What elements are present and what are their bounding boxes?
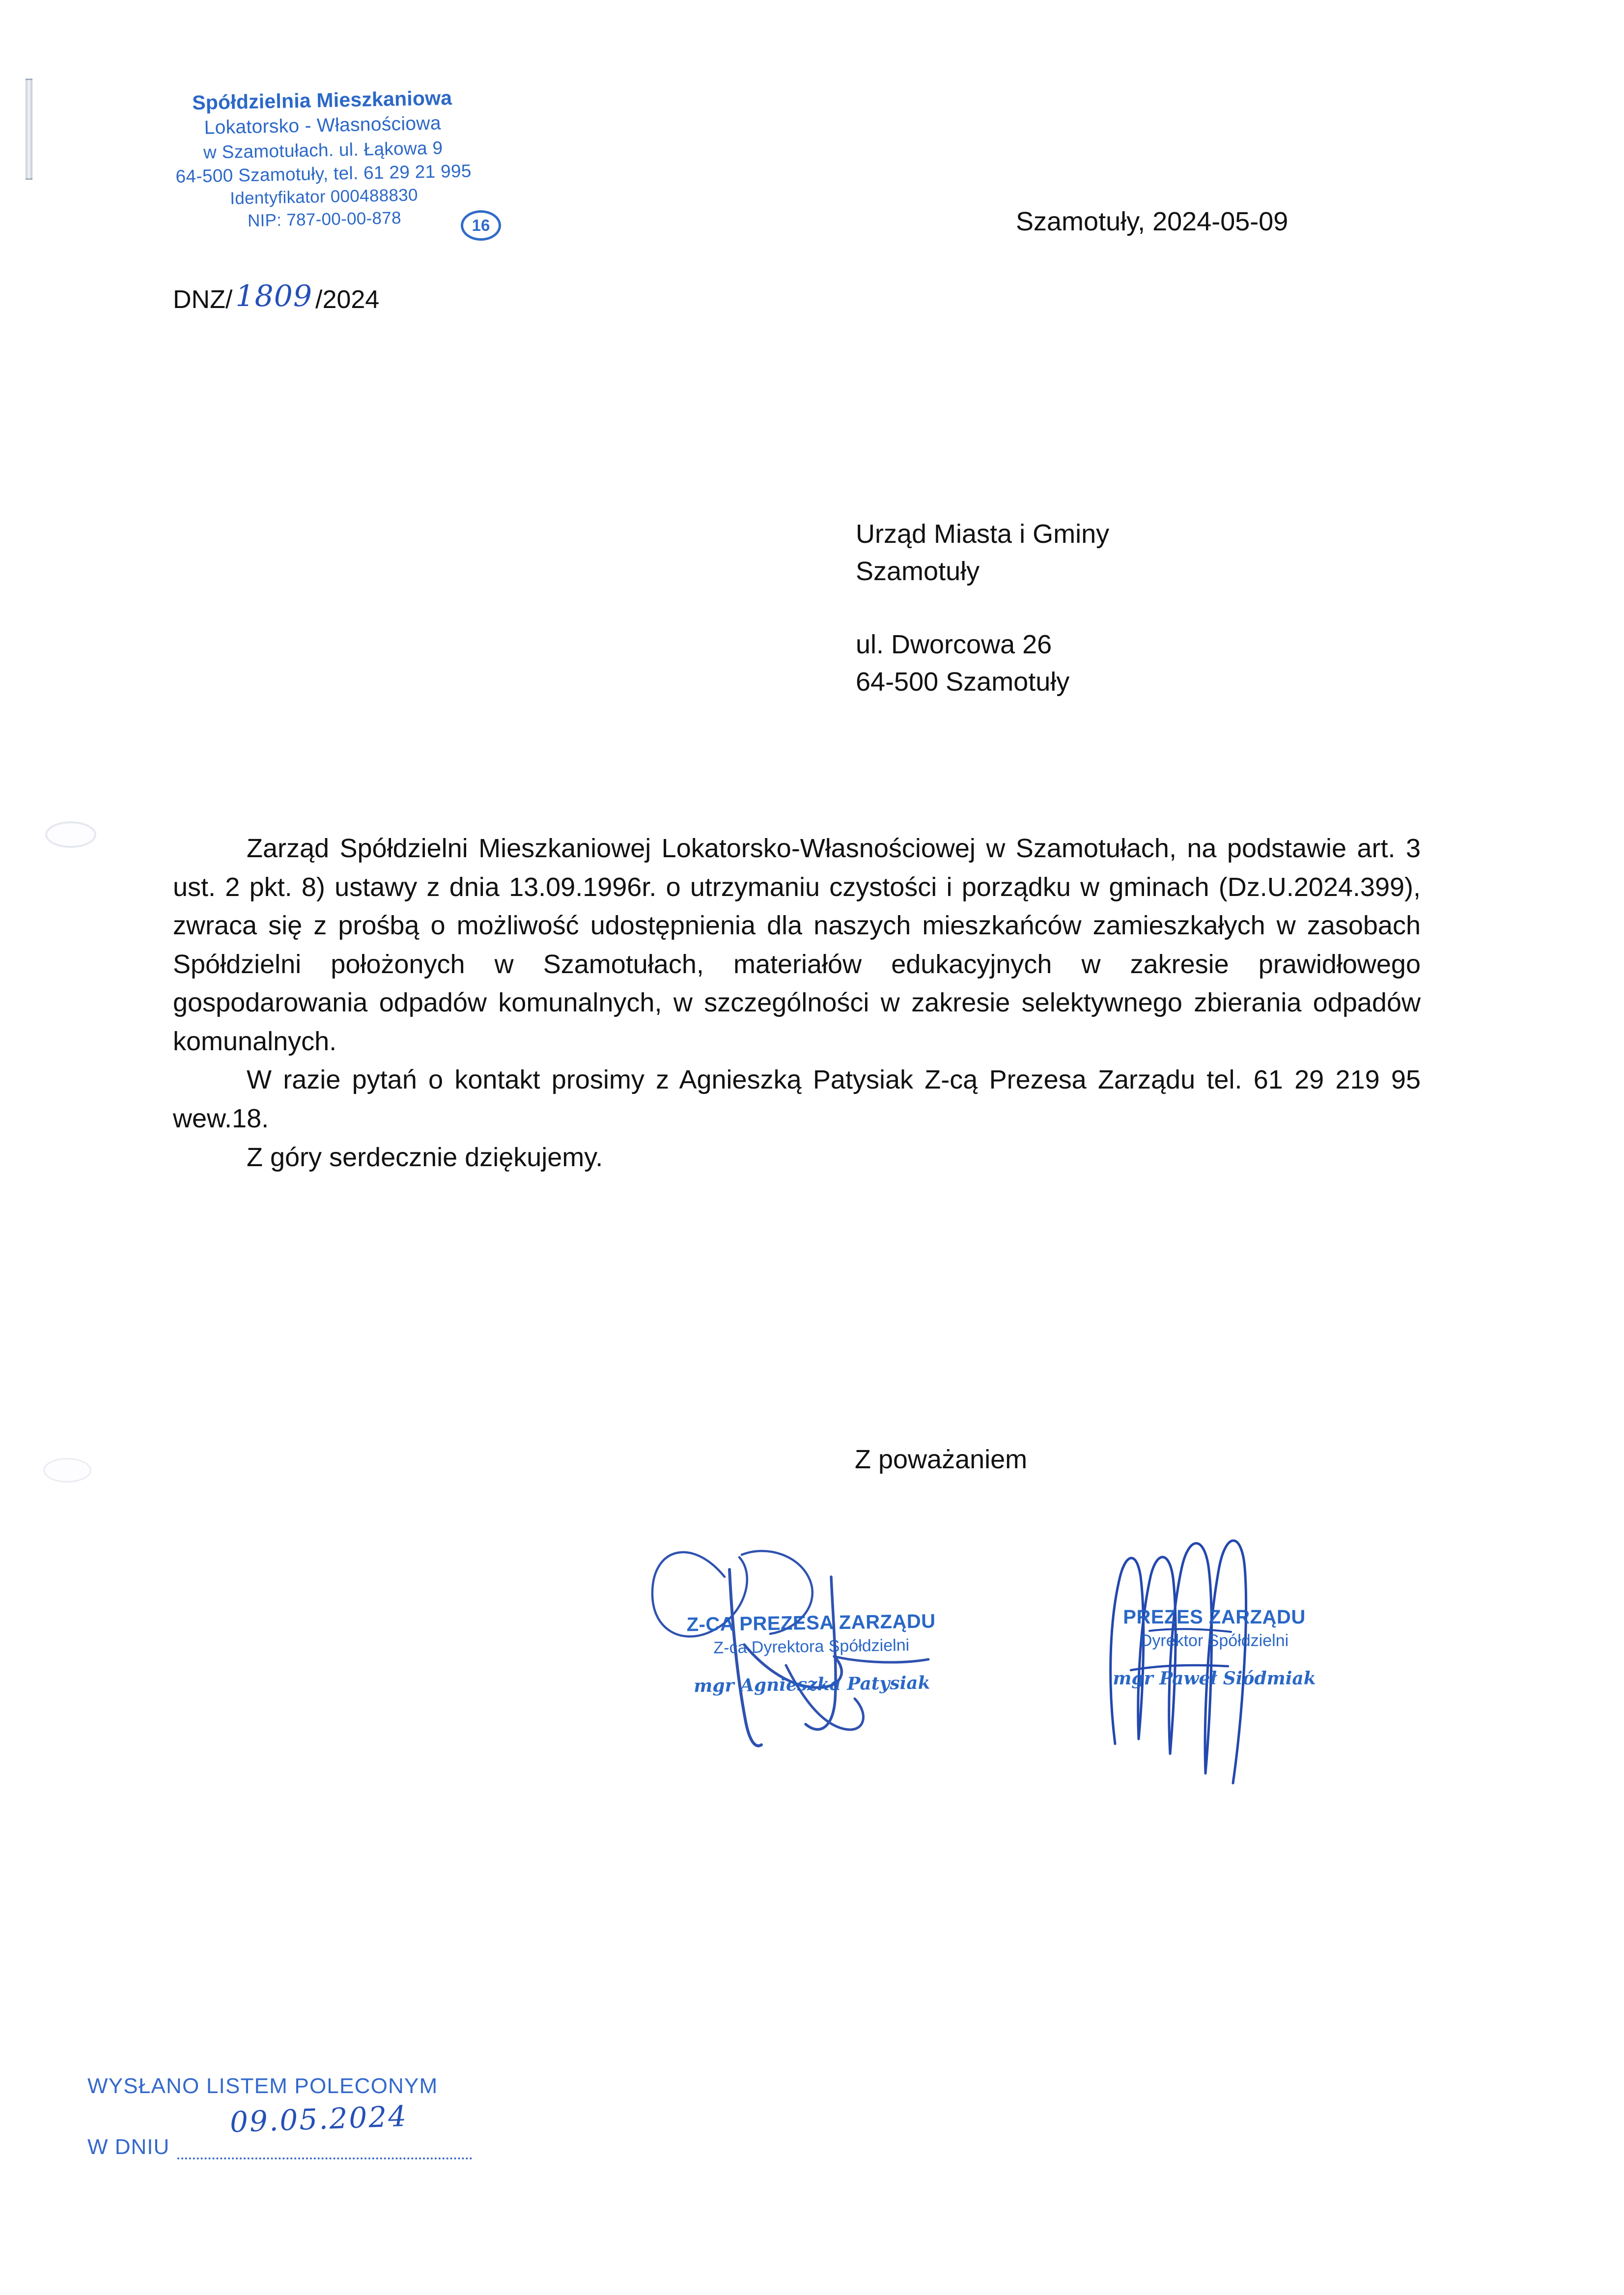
reference-handwritten-number: 1809 bbox=[235, 279, 313, 313]
recipient-line-3: ul. Dworcowa 26 bbox=[856, 630, 1052, 660]
circled-number-badge: 16 bbox=[461, 210, 501, 241]
signature-name-label: mgr Paweł Siódmiak bbox=[1113, 1668, 1316, 1689]
signature-role-label: PREZES ZARZĄDU bbox=[1123, 1606, 1306, 1628]
signature-name-label: mgr Agnieszka Patysiak bbox=[693, 1672, 930, 1697]
reference-number bbox=[173, 281, 379, 315]
punch-hole-mark bbox=[43, 1458, 91, 1483]
recipient-address-block bbox=[856, 516, 1109, 700]
letterhead-line-2: Lokatorsko - Własnościowa bbox=[204, 112, 442, 139]
scan-edge-artifact bbox=[26, 79, 32, 180]
closing-salutation: Z poważaniem bbox=[855, 1445, 1028, 1474]
signature-subtitle-label: Z-ca Dyrektora Spółdzielni bbox=[713, 1636, 910, 1657]
reference-suffix: /2024 bbox=[315, 285, 380, 314]
letter-body bbox=[173, 829, 1421, 1176]
body-paragraph-3: Z góry serdecznie dziękujemy. bbox=[247, 1142, 603, 1172]
letterhead-line-1: Spółdzielnia Mieszkaniowa bbox=[192, 86, 452, 114]
sent-date-line bbox=[87, 2135, 472, 2159]
letterhead-line-3: w Szamotułach. ul. Łąkowa 9 bbox=[203, 138, 443, 163]
recipient-line-4: 64-500 Szamotuły bbox=[856, 667, 1070, 697]
recipient-line-1: Urząd Miasta i Gminy bbox=[856, 519, 1110, 549]
signature-stamp-president bbox=[1072, 1606, 1357, 1689]
date-line: Szamotuły, 2024-05-09 bbox=[1016, 207, 1288, 236]
handwritten-sent-date: 09.05.2024 bbox=[229, 2099, 409, 2139]
letterhead-line-4: 64-500 Szamotuły, tel. 61 29 21 995 bbox=[175, 161, 472, 187]
sent-date-label: W DNIU bbox=[87, 2135, 170, 2159]
letterhead-stamp bbox=[125, 84, 521, 234]
recipient-spacer bbox=[856, 590, 1109, 626]
signature-subtitle-label: Dyrektor Spółdzielni bbox=[1140, 1631, 1289, 1650]
body-paragraph-2: W razie pytań o kontakt prosimy z Agnieszką Patysiak Z-cą Prezesa Zarządu tel. 61 29 219 95 wew.18. bbox=[173, 1065, 1421, 1133]
reference-prefix: DNZ/ bbox=[173, 285, 233, 314]
recipient-line-2: Szamotuły bbox=[856, 556, 980, 586]
punch-hole-mark bbox=[45, 821, 96, 848]
dotted-fill-line bbox=[177, 2152, 472, 2159]
sent-by-registered-mail-label: WYSŁANO LISTEM POLECONYM bbox=[87, 2074, 438, 2098]
signature-stamp-vice-president bbox=[664, 1610, 959, 1697]
signature-role-label: Z-CA PREZESA ZARZĄDU bbox=[686, 1610, 936, 1636]
body-paragraph-1: Zarząd Spółdzielni Mieszkaniowej Lokatorsko-Własnościowej w Szamotułach, na podstawie art. 3 ust. 2 pkt. 8) ustawy z dnia 13.09.1996r. o utrzymaniu czystości i porządku w gminach (Dz.U.2024.399), zwraca się z prośbą o możliwość udostępnienia dla naszych mieszkańców zamieszkałych w zasobach Spółdzielni położonych w Szamotułach, materiałów edukacyjnych w zakresie prawidłowego gospodarowania odpadów komunalnych, w szczególności w zakresie selektywnego zbierania odpadów komunalnych. bbox=[173, 834, 1421, 1056]
letterhead-line-6: NIP: 787-00-00-878 bbox=[247, 208, 402, 230]
letterhead-line-5: Identyfikator 000488830 bbox=[229, 185, 419, 208]
